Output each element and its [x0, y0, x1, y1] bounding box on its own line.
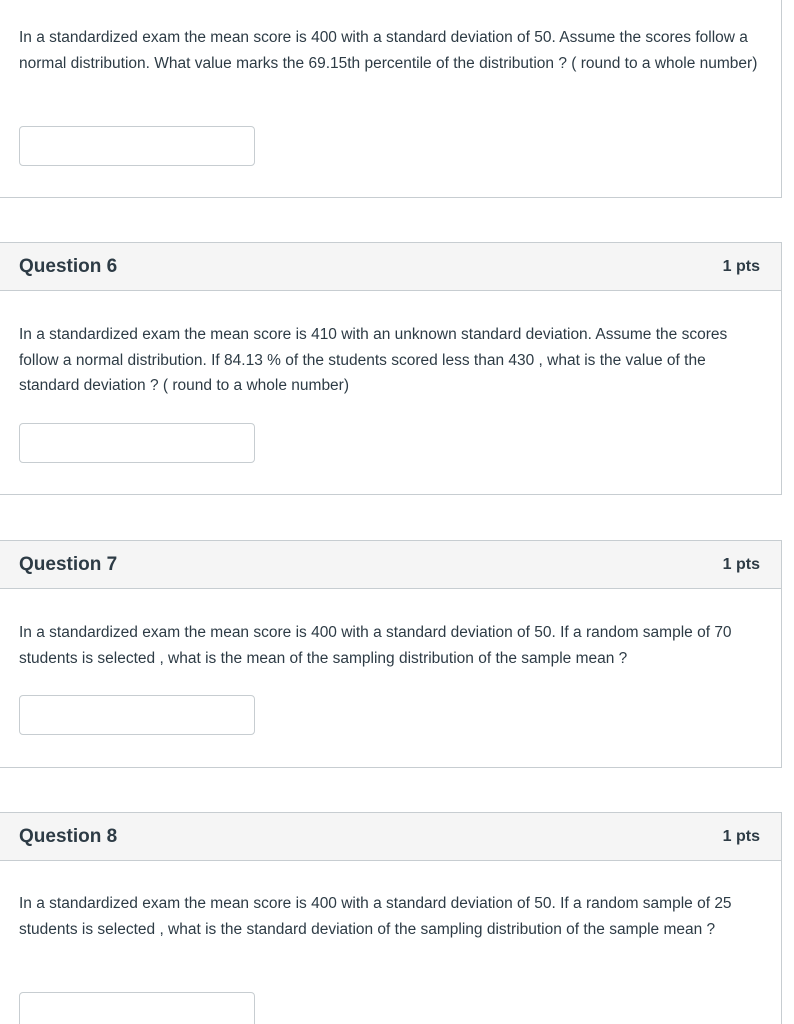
question-header [0, 813, 781, 861]
question-points: 1 pts [722, 827, 760, 845]
question-header [0, 541, 781, 589]
question-title: Question 8 [19, 825, 118, 847]
question-card-8 [0, 812, 782, 1024]
question-title: Question 7 [19, 553, 118, 575]
question-text: In a standardized exam the mean score is 400 with a standard deviation of 50. If a random sample of 70 students is selected , what is the mean of the sampling distribution of the sample mean ? [19, 624, 732, 667]
answer-input[interactable] [19, 423, 255, 463]
answer-input[interactable] [19, 992, 255, 1024]
answer-input[interactable] [19, 126, 255, 166]
question-text: In a standardized exam the mean score is 400 with a standard deviation of 50. Assume the scores follow a normal distribution. What value marks the 69.15th percentile of the distribution ? ( round to a whole number) [19, 29, 758, 72]
question-card-6 [0, 242, 782, 495]
question-header [0, 243, 781, 291]
question-title: Question 6 [19, 255, 118, 277]
question-points: 1 pts [722, 555, 760, 573]
question-card-5 [0, 0, 782, 198]
question-points: 1 pts [722, 257, 760, 275]
question-text: In a standardized exam the mean score is 400 with a standard deviation of 50. If a random sample of 25 students is selected , what is the standard deviation of the sampling distribution of the sample mean ? [19, 895, 732, 938]
answer-input[interactable] [19, 695, 255, 735]
question-card-7 [0, 540, 782, 768]
question-text: In a standardized exam the mean score is 410 with an unknown standard deviation. Assume the scores follow a normal distribution. If 84.13 % of the students scored less than 430 , what is the value of the standard deviation ? ( round to a whole number) [19, 326, 728, 394]
